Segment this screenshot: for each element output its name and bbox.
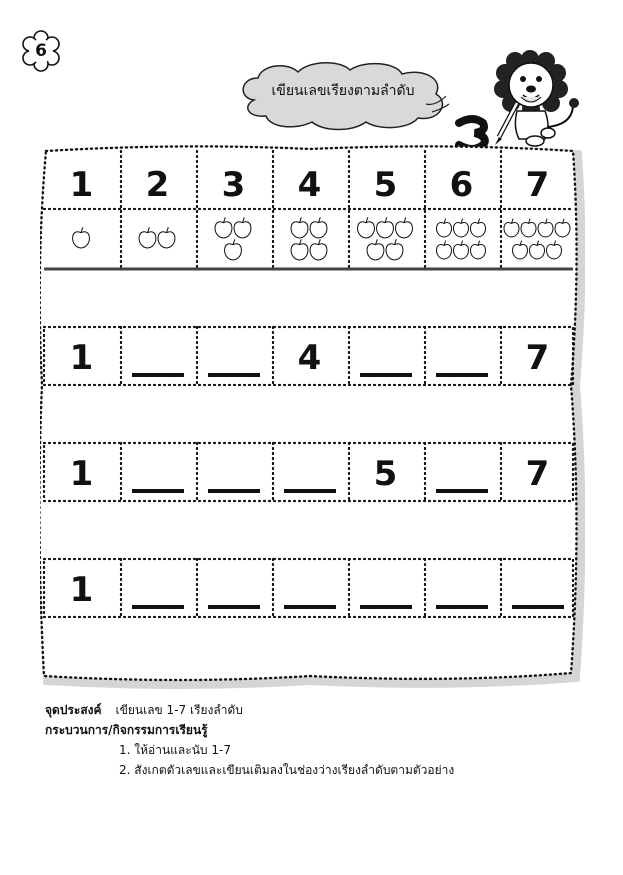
apple-icon: [310, 239, 327, 260]
answer-blank[interactable]: [208, 605, 260, 609]
apple-icon: [367, 239, 384, 260]
given-number: 7: [525, 454, 550, 494]
objective-text: เขียนเลข 1-7 เรียงลำดับ: [115, 703, 243, 717]
apple-icon: [512, 241, 527, 259]
reference-number: 5: [373, 165, 398, 205]
given-number: 1: [69, 454, 94, 494]
objective-label: จุดประสงค์: [45, 703, 102, 717]
apple-icon: [73, 227, 90, 248]
lion-mascot: [455, 45, 585, 155]
answer-blank[interactable]: [132, 373, 184, 377]
page-number: 6: [35, 41, 47, 61]
answer-blank[interactable]: [208, 489, 260, 493]
answer-blank[interactable]: [436, 373, 488, 377]
apple-counting-row: [44, 209, 579, 269]
apple-icon: [215, 217, 232, 238]
given-number: 4: [297, 338, 322, 378]
answer-blank[interactable]: [360, 605, 412, 609]
apple-icon: [521, 219, 536, 237]
apple-icon: [453, 241, 468, 259]
answer-blank[interactable]: [284, 489, 336, 493]
apple-icon: [139, 227, 156, 248]
answer-blank[interactable]: [436, 605, 488, 609]
apple-icon: [310, 217, 327, 238]
given-number: 7: [525, 338, 550, 378]
given-number: 1: [69, 338, 94, 378]
apple-icon: [546, 241, 561, 259]
apple-icon: [291, 239, 308, 260]
apple-icon: [453, 219, 468, 237]
answer-blank[interactable]: [132, 489, 184, 493]
answer-blank[interactable]: [436, 489, 488, 493]
apple-icon: [470, 219, 485, 237]
apple-icon: [504, 219, 519, 237]
given-number: 5: [373, 454, 398, 494]
lion-mascot-icon: [455, 45, 585, 155]
page-number-badge: [20, 30, 62, 72]
instruction-cloud: [236, 60, 450, 132]
answer-blank[interactable]: [512, 605, 564, 609]
given-number: 1: [69, 570, 94, 610]
reference-number: 1: [69, 165, 94, 205]
apple-icon: [529, 241, 544, 259]
answer-blank[interactable]: [360, 373, 412, 377]
reference-number: 7: [525, 165, 550, 205]
apple-icon: [470, 241, 485, 259]
reference-number: 6: [449, 165, 474, 205]
apple-icon: [225, 239, 242, 260]
step-item: 2. สังเกตตัวเลขและเขียนเติมลงในช่องว่างเรียงลำดับตามตัวอย่าง: [119, 763, 455, 777]
reference-number: 4: [297, 165, 322, 205]
instruction-text: เขียนเลขเรียงตามลำดับ: [271, 83, 415, 99]
objective-line: [45, 700, 605, 720]
apple-icon: [386, 239, 403, 260]
apple-icon: [396, 217, 413, 238]
apple-icon: [436, 241, 451, 259]
answer-blank[interactable]: [284, 605, 336, 609]
reference-number: 3: [221, 165, 246, 205]
apple-icon: [291, 217, 308, 238]
apple-icon: [538, 219, 553, 237]
process-label: กระบวนการ/กิจกรรมการเรียนรู้: [45, 723, 208, 737]
apple-icon: [377, 217, 394, 238]
apple-icon: [358, 217, 375, 238]
apple-icon: [436, 219, 451, 237]
apple-icon: [234, 217, 251, 238]
answer-blank[interactable]: [132, 605, 184, 609]
reference-number: 2: [145, 165, 170, 205]
footer-notes: [45, 700, 605, 780]
step-item: 1. ให้อ่านและนับ 1-7: [119, 743, 231, 757]
apple-icon: [158, 227, 175, 248]
answer-blank[interactable]: [208, 373, 260, 377]
apple-icon: [555, 219, 570, 237]
